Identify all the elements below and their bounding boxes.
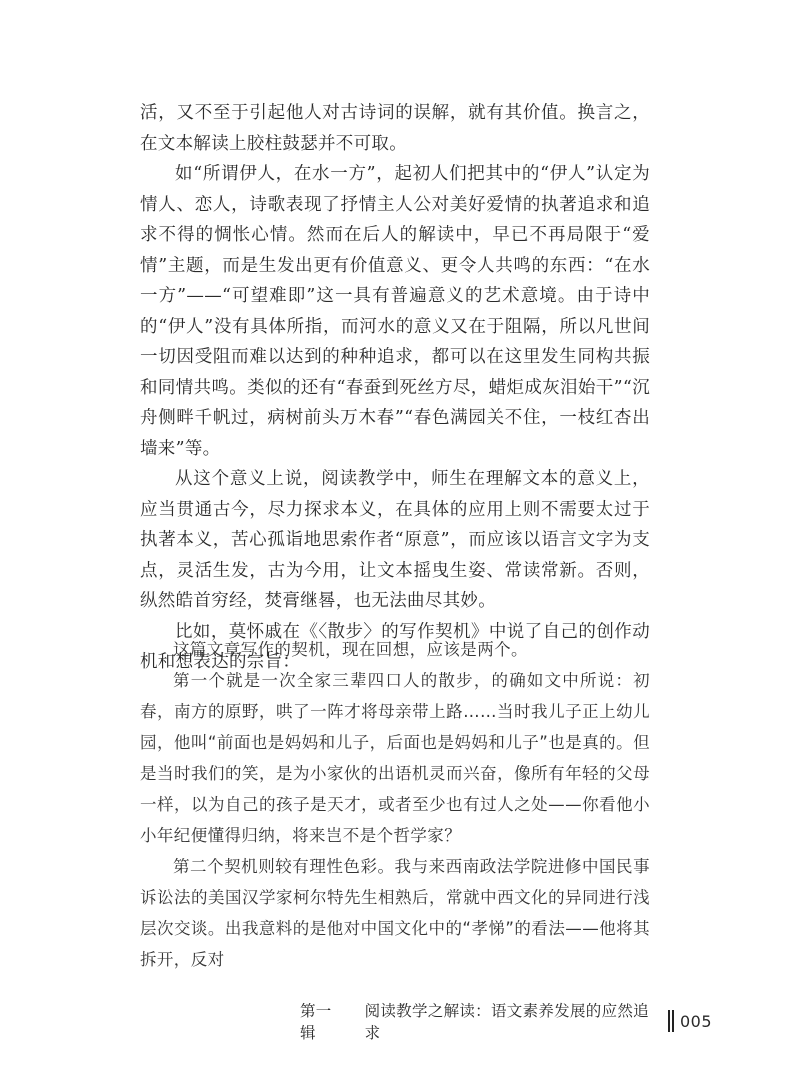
- paragraph-continuation: 活，又不至于引起他人对古诗词的误解，就有其价值。换言之，在文本解读上胶柱鼓瑟并不可取。: [140, 103, 650, 154]
- quote-paragraph: 第二个契机则较有理性色彩。我与来西南政法学院进修中国民事诉讼法的美国汉学家柯尔特先生相熟后，常就中西文化的异同进行浅层次交谈。出我意料的是他对中国文化中的“孝悌”的看法——他将其拆开，反对: [140, 857, 650, 969]
- page-number: 005: [679, 1011, 712, 1031]
- paragraph-reading-teaching: 从这个意义上说，阅读教学中，师生在理解文本的意义上，应当贯通古今，尽力探求本义，在具体的应用上则不需要太过于执著本义，苦心孤诣地思索作者“原意”，而应该以语言文字为支点，灵活生发，古为今用，让文本摇曳生姿、常读常新。否则，纵然皓首穷经，焚膏继晷，也无法曲尽其妙。: [140, 469, 650, 611]
- footer-divider-thick: [668, 1010, 671, 1032]
- footer-divider-thin: [672, 1010, 673, 1032]
- block-quote: [140, 634, 650, 975]
- paragraph-mo-huaiqi-intro: 比如，莫怀戚在《〈散步〉的写作契机》中说了自己的创作动机和想表达的宗旨：: [140, 621, 650, 672]
- footer-chapter: 第一辑: [300, 1002, 332, 1042]
- paragraph-yiren-example: 如“所谓伊人，在水一方”，起初人们把其中的“伊人”认定为情人、恋人，诗歌表现了抒情主人公对美好爱情的执著追求和追求不得的惆怅心情。然而在后人的解读中，早已不再局限于“爱情”主题，而是生发出更有价值意义、更令人共鸣的东西：“在水一方”——“可望难即”这一具有普遍意义的艺术意境。由于诗中的“伊人”没有具体所指，而河水的意义又在于阻隔，所以凡世间一切因受阻而难以达到的种种追求，都可以在这里发生同构共振和同情共鸣。类似的还有“春蚕到死丝方尽，蜡炬成灰泪始干”“沉舟侧畔千帆过，病树前头万木春”“春色满园关不住，一枝红杏出墙来”等。: [140, 164, 650, 459]
- quote-paragraph: 这篇文章写作的契机，现在回想，应该是两个。: [173, 640, 528, 659]
- footer-title: 阅读教学之解读：语文素养发展的应然追求: [364, 1002, 649, 1042]
- running-footer: [300, 1002, 712, 1042]
- main-text: [140, 98, 650, 678]
- quote-paragraph: 第一个就是一次全家三辈四口人的散步，的确如文中所说：初春，南方的原野，哄了一阵才将母亲带上路……当时我儿子正上幼儿园，他叫“前面也是妈妈和儿子，后面也是妈妈和儿子”也是真的。但是当时我们的笑，是为小家伙的出语机灵而兴奋，像所有年轻的父母一样，以为自己的孩子是天才，或者至少也有过人之处——你看他小小年纪便懂得归纳，将来岂不是个哲学家？: [140, 671, 650, 845]
